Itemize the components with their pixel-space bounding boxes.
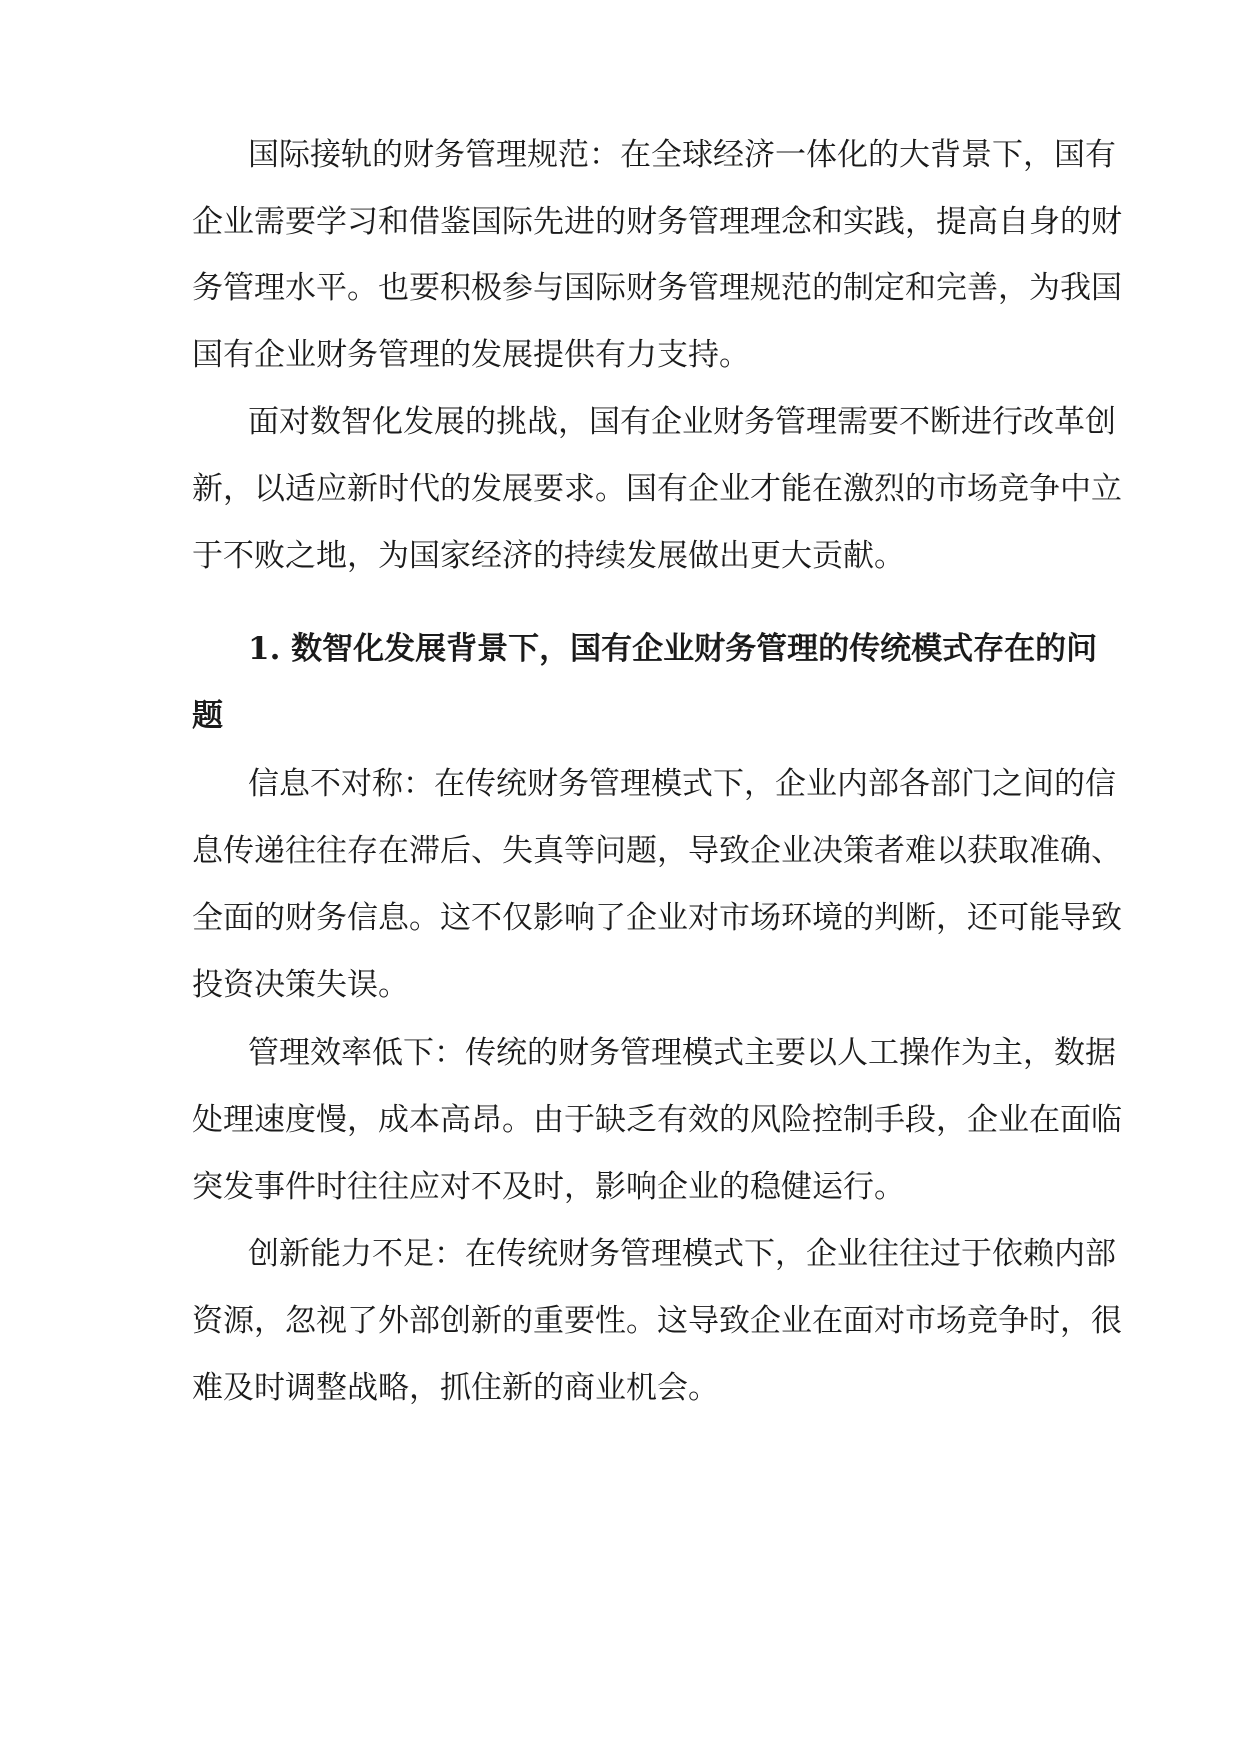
section-heading-line-2: 题 [192, 698, 223, 734]
paragraph-innovation-line-2: 资源，忽视了外部创新的重要性。这导致企业在面对市场竞争时，很 [192, 1303, 1122, 1339]
paragraph-challenges-line-3: 于不败之地，为国家经济的持续发展做出更大贡献。 [192, 538, 905, 574]
paragraph-challenges-line-2: 新，以适应新时代的发展要求。国有企业才能在激烈的市场竞争中立 [192, 471, 1122, 507]
paragraph-information-asymmetry-line-2: 息传递往往存在滞后、失真等问题，导致企业决策者难以获取准确、 [192, 833, 1122, 869]
paragraph-innovation-line-3: 难及时调整战略，抓住新的商业机会。 [192, 1370, 719, 1406]
section-heading-line-1: 1. 数智化发展背景下，国有企业财务管理的传统模式存在的问 [248, 631, 1098, 667]
paragraph-international-standards-line-1: 国际接轨的财务管理规范：在全球经济一体化的大背景下，国有 [248, 137, 1116, 173]
paragraph-international-standards-line-3: 务管理水平。也要积极参与国际财务管理规范的制定和完善，为我国 [192, 270, 1122, 306]
paragraph-low-efficiency-line-1: 管理效率低下：传统的财务管理模式主要以人工操作为主，数据 [248, 1035, 1116, 1071]
paragraph-information-asymmetry-line-4: 投资决策失误。 [192, 967, 409, 1003]
paragraph-international-standards-line-2: 企业需要学习和借鉴国际先进的财务管理理念和实践，提高自身的财 [192, 204, 1122, 240]
paragraph-low-efficiency-line-2: 处理速度慢，成本高昂。由于缺乏有效的风险控制手段，企业在面临 [192, 1102, 1122, 1138]
paragraph-innovation-line-1: 创新能力不足：在传统财务管理模式下，企业往往过于依赖内部 [248, 1236, 1116, 1272]
paragraph-low-efficiency-line-3: 突发事件时往往应对不及时，影响企业的稳健运行。 [192, 1169, 905, 1205]
paragraph-information-asymmetry-line-1: 信息不对称：在传统财务管理模式下，企业内部各部门之间的信 [248, 766, 1116, 802]
paragraph-international-standards-line-4: 国有企业财务管理的发展提供有力支持。 [192, 337, 750, 373]
paragraph-challenges-line-1: 面对数智化发展的挑战，国有企业财务管理需要不断进行改革创 [248, 404, 1116, 440]
paragraph-information-asymmetry-line-3: 全面的财务信息。这不仅影响了企业对市场环境的判断，还可能导致 [192, 900, 1122, 936]
